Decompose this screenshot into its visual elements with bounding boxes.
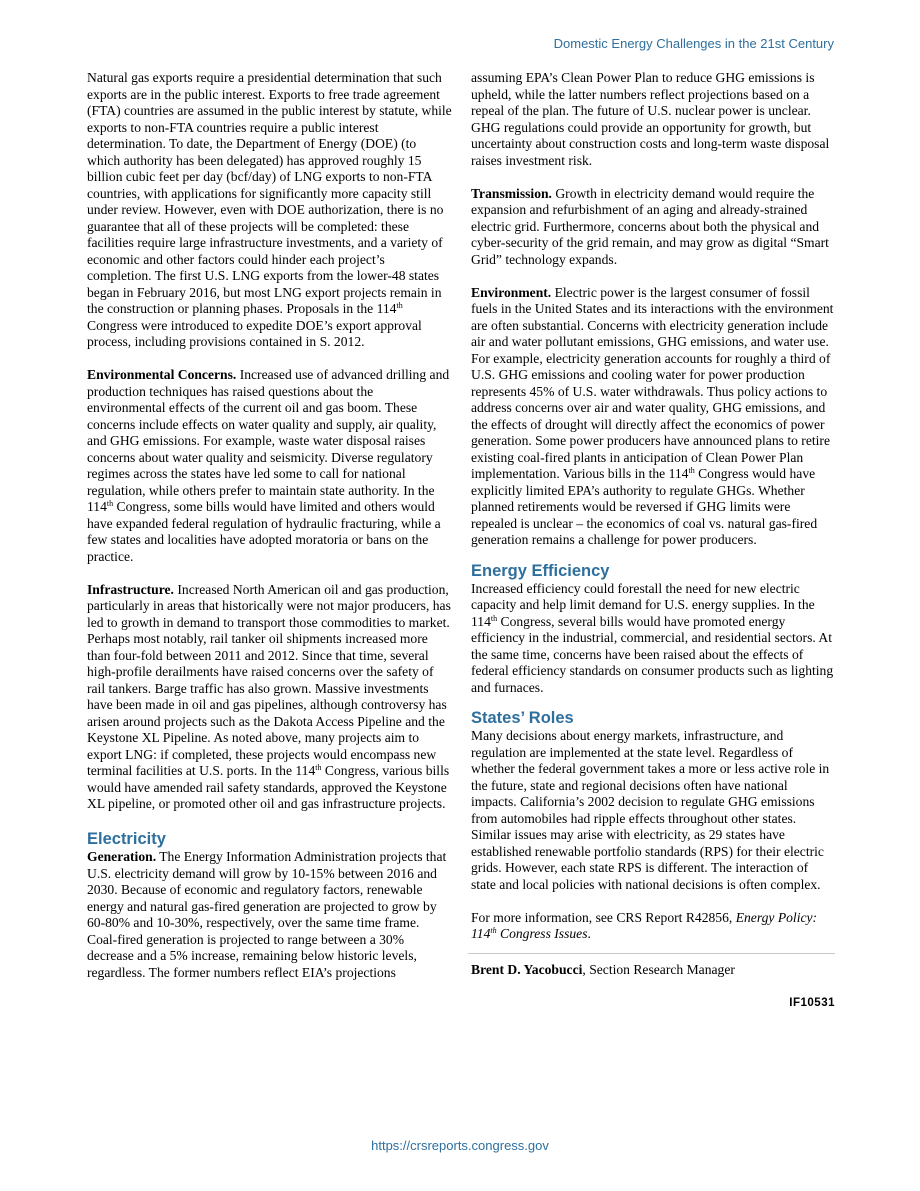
section-heading-energy-efficiency: Energy Efficiency bbox=[471, 561, 610, 580]
run-in-heading: Transmission. bbox=[471, 185, 552, 201]
paragraph-generation-continued: assuming EPA’s Clean Power Plan to reduce GHG emissions is upheld, while the latter numbers reflect projections based on a repeal of the plan. The future of U.S. nuclear power is unclear. GHG regulations could provide an opportunity for growth, but uncertainty about construction costs and long-term waste disposal raises investment risk. bbox=[471, 70, 830, 168]
paragraph-states-roles: Many decisions about energy markets, infrastructure, and regulation are implemented at the state level. Regardless of whether the federal government takes a more or less active role in the future, state and regional decisions often have national impacts. California’s 2002 decision to regulate GHG emissions from automobiles had ripple effects throughout other states. Similar issues may arise with electricity, as 29 states have established renewable portfolio standards (RPS) for their electric grids. However, each state RPS is different. The interaction of state and local policies with national decisions is often complex. bbox=[471, 728, 830, 892]
author-title: , Section Research Manager bbox=[582, 961, 735, 977]
right-column bbox=[471, 70, 835, 1011]
author-name: Brent D. Yacobucci bbox=[471, 961, 583, 977]
paragraph-infrastructure: Infrastructure. Increased North American oil and gas production, particularly in areas that historically were not major producers, has led to growth in demand to transport those commodities to market. Perhaps most notably, rail tanker oil shipments increased more than four-fold between 2011 and 2012. Since that time, several high-profile derailments have raised concerns over the safety of rail tankers. Barge traffic has also grown. Massive investments have been made in oil and gas pipelines, although controversy has arisen around projects such as the Dakota Access Pipeline and the Keystone XL Pipeline. As noted above, many projects aim to export LNG: if completed, these projects would encompass new terminal facilities at U.S. ports. In the 114th Congress, various bills would have amended rail safety standards, approved the Keystone XL pipeline, or promoted other oil and gas infrastructure projects. bbox=[87, 581, 451, 811]
author-line bbox=[471, 962, 835, 979]
footer-url-link[interactable]: https://crsreports.congress.gov bbox=[371, 1138, 549, 1153]
paragraph-environmental-concerns: Environmental Concerns. Increased use of advanced drilling and production techniques has raised questions about the environmental effects of the current oil and gas boom. These concerns include effects on water quality and supply, air quality, and GHG emissions. For example, waste water disposal raises concerns about water quality and seismicity. Diverse regulatory regimes across the states have led some to call for national regulation, while others prefer to maintain state authority. In the 114th Congress, some bills would have limited and others would have expanded federal regulation of hydraulic fracturing, while a few states and localities have adopted moratoria or bans on the practice. bbox=[87, 367, 450, 564]
author-divider bbox=[468, 953, 835, 954]
run-in-heading: Generation. bbox=[87, 849, 157, 864]
paragraph-lng-exports: Natural gas exports require a presidential determination that such exports are in the public interest. Exports to free trade agreement (FTA) countries are assumed in the public interest by statute, while exports to non-FTA countries require a public interest determination. To date, the Department of Energy (DOE) (to which authority has been delegated) has approved roughly 15 billion cubic feet per day (bcf/day) of LNG exports to non-FTA countries, with applications for significantly more capacity still under review. However, even with DOE authorization, there is no guarantee that all of these projects will be completed: these facilities require large infrastructure investments, and a variety of economic and other factors could hinder each project’s completion. The first U.S. LNG exports from the lower-48 states began in February 2016, but most LNG export projects remain in the construction or planning phases. Proposals in the 114th Congress were introduced to expedite DOE’s export approval process, including provisions contained in S. 2012. bbox=[87, 70, 452, 349]
paragraph-generation: Generation. The Energy Information Administration projects that U.S. electricity demand will grow by 10-15% between 2016 and 2030. Because of economic and regulatory factors, renewable energy and natural gas-fired generation are projected to grow by 60-80% and 10-30%, respectively, over the same time frame. Coal-fired generation is projected to range between a 30% decrease and a 5% increase, remaining below historic levels, regardless. The former numbers reflect EIA’s projections bbox=[87, 849, 447, 980]
paragraph-transmission: Transmission. Growth in electricity demand would require the expansion and refurbishment of an aging and already-strained electric grid. Furthermore, concerns about both the physical and cyber-security of the grid remain, and may grow as digital “Smart Grid” technology expands. bbox=[471, 185, 829, 267]
section-heading-states-roles: States’ Roles bbox=[471, 709, 574, 727]
run-in-heading: Environmental Concerns. bbox=[87, 367, 237, 382]
run-in-heading: Infrastructure. bbox=[87, 581, 174, 597]
run-in-heading: Environment. bbox=[471, 284, 552, 300]
paragraph-environment: Environment. Electric power is the largest consumer of fossil fuels in the United States and its interactions with the environment are often substantial. Concerns with electricity generation include air and water pollutant emissions, GHG emissions, and water use. For example, electricity generation accounts for roughly a third of U.S. GHG emissions and cooling water for power production represents 45% of U.S. water withdrawals. Thus policy actions to address concerns over air and water quality, GHG emissions, and the effects of drought will directly affect the economics of power generation. Some power producers have announced plans to retire existing coal-fired plants in anticipation of Clean Power Plan implementation. Various bills in the 114th Congress would have explicitly limited EPA’s authority to regulate GHGs. Whether planned retirements would be reversed if GHG limits were repealed is unclear – the economics of coal vs. natural gas-fired generation remains a challenge for power producers. bbox=[471, 284, 834, 547]
running-header-title: Domestic Energy Challenges in the 21st Century bbox=[553, 36, 834, 51]
product-code: IF10531 bbox=[789, 996, 835, 1009]
section-heading-electricity: Electricity bbox=[87, 830, 166, 848]
left-column bbox=[87, 70, 452, 981]
paragraph-energy-efficiency: Increased efficiency could forestall the need for new electric capacity and help limit demand for U.S. energy supplies. In the 114th Congress, several bills would have promoted energy efficiency in the industrial, commercial, and residential sectors. At the same time, concerns have been raised about the effects of federal efficiency standards on consumer products such as lighting and furnaces. bbox=[471, 580, 834, 695]
paragraph-more-information: For more information, see CRS Report R42856, Energy Policy: 114th Congress Issues. bbox=[471, 909, 818, 941]
